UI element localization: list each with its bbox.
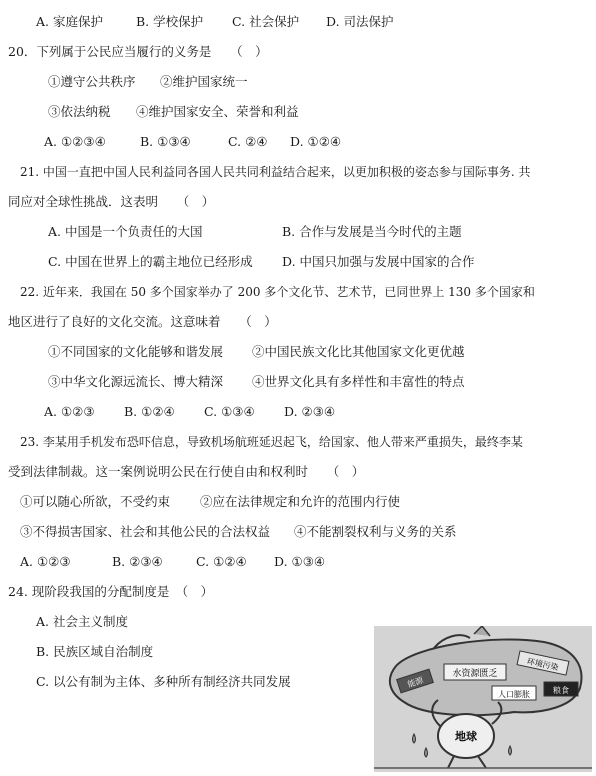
q20-item-4: ④维护国家安全、荣誉和利益 xyxy=(136,104,299,119)
q22-item-1: ①不同国家的文化能够和谐发展 xyxy=(48,344,224,359)
q24-stem: 24. 现阶段我国的分配制度是 （ ） xyxy=(8,584,214,599)
q22-stem-line2: 地区进行了良好的文化交流。这意味着 （ ） xyxy=(8,314,277,329)
q20-item-1: ①遵守公共秩序 xyxy=(48,74,136,89)
q24-option-a[interactable]: A. 社会主义制度 xyxy=(36,614,128,629)
label-water xyxy=(444,664,506,680)
q22-option-b[interactable]: B. ①②④ xyxy=(124,404,175,419)
q19-option-c[interactable]: C. 社会保护 xyxy=(232,14,300,29)
q19-option-a[interactable]: A. 家庭保护 xyxy=(36,14,103,29)
q20-item-3: ③依法纳税 xyxy=(48,104,111,119)
q23-item-1: ①可以随心所欲，不受约束 xyxy=(20,494,171,509)
q22-stem-line1: 22. 近年来．我国在 50 多个国家举办了 200 多个文化节、艺术节，已同世界上 130 多个国家和 xyxy=(20,285,535,299)
q20-option-d[interactable]: D. ①②④ xyxy=(290,134,342,149)
q20-option-c[interactable]: C. ②④ xyxy=(228,134,268,149)
svg-text:环境污染: 环境污染 xyxy=(526,656,560,673)
q23-stem-line1: 23. 李某用手机发布恐吓信息，导致机场航班延迟起飞，给国家、他人带来严重损失，最终李某 xyxy=(20,435,523,449)
svg-text:粮食: 粮食 xyxy=(553,686,569,695)
q23-option-a[interactable]: A. ①②③ xyxy=(20,554,71,569)
label-food xyxy=(544,682,578,696)
q22-item-2: ②中国民族文化比其他国家文化更优越 xyxy=(252,344,465,359)
q22-item-4: ④世界文化具有多样性和丰富性的特点 xyxy=(252,374,465,389)
q22-option-d[interactable]: D. ②③④ xyxy=(284,404,336,419)
q19-option-b[interactable]: B. 学校保护 xyxy=(136,14,204,29)
q23-item-4: ④不能割裂权利与义务的关系 xyxy=(294,524,457,539)
q21-stem-line1: 21. 中国一直把中国人民利益同各国人民共同利益结合起来，以更加积极的姿态参与国际事务. 共 xyxy=(20,165,531,179)
q22-option-a[interactable]: A. ①②③ xyxy=(44,404,95,419)
q23-item-3: ③不得损害国家、社会和其他公民的合法权益 xyxy=(20,524,271,539)
label-population xyxy=(492,686,536,700)
q24-option-c[interactable]: C. 以公有制为主体、多种所有制经济共同发展 xyxy=(36,674,291,689)
earth-burden-cartoon xyxy=(374,626,592,772)
q23-option-b[interactable]: B. ②③④ xyxy=(112,554,163,569)
q21-option-c[interactable]: C. 中国在世界上的霸主地位已经形成 xyxy=(48,254,253,269)
q21-option-b[interactable]: B. 合作与发展是当今时代的主题 xyxy=(282,224,462,239)
q21-stem-line2: 同应对全球性挑战．这表明 （ ） xyxy=(8,194,215,209)
q21-option-a[interactable]: A. 中国是一个负责任的大国 xyxy=(48,224,203,239)
q23-stem-line2: 受到法律制裁。这一案例说明公民在行使自由和权利时 （ ） xyxy=(8,464,365,479)
svg-text:能源: 能源 xyxy=(406,675,425,690)
q20-stem: 20．下列属于公民应当履行的义务是 （ ） xyxy=(8,44,268,59)
q20-item-2: ②维护国家统一 xyxy=(160,74,248,89)
svg-text:人口膨胀: 人口膨胀 xyxy=(498,690,530,699)
q23-option-c[interactable]: C. ①②④ xyxy=(196,554,247,569)
q20-option-b[interactable]: B. ①③④ xyxy=(140,134,191,149)
q21-option-d[interactable]: D. 中国只加强与发展中国家的合作 xyxy=(282,254,475,269)
q22-item-3: ③中华文化源远流长、博大精深 xyxy=(48,374,224,389)
svg-text:水资源匮乏: 水资源匮乏 xyxy=(452,669,498,679)
q23-item-2: ②应在法律规定和允许的范围内行使 xyxy=(200,494,401,509)
q22-option-c[interactable]: C. ①③④ xyxy=(204,404,255,419)
earth-label: 地球 xyxy=(455,730,477,743)
q23-option-d[interactable]: D. ①③④ xyxy=(274,554,326,569)
q20-option-a[interactable]: A. ①②③④ xyxy=(44,134,106,149)
q24-option-b[interactable]: B. 民族区域自治制度 xyxy=(36,644,154,659)
q19-option-d[interactable]: D. 司法保护 xyxy=(326,14,394,29)
